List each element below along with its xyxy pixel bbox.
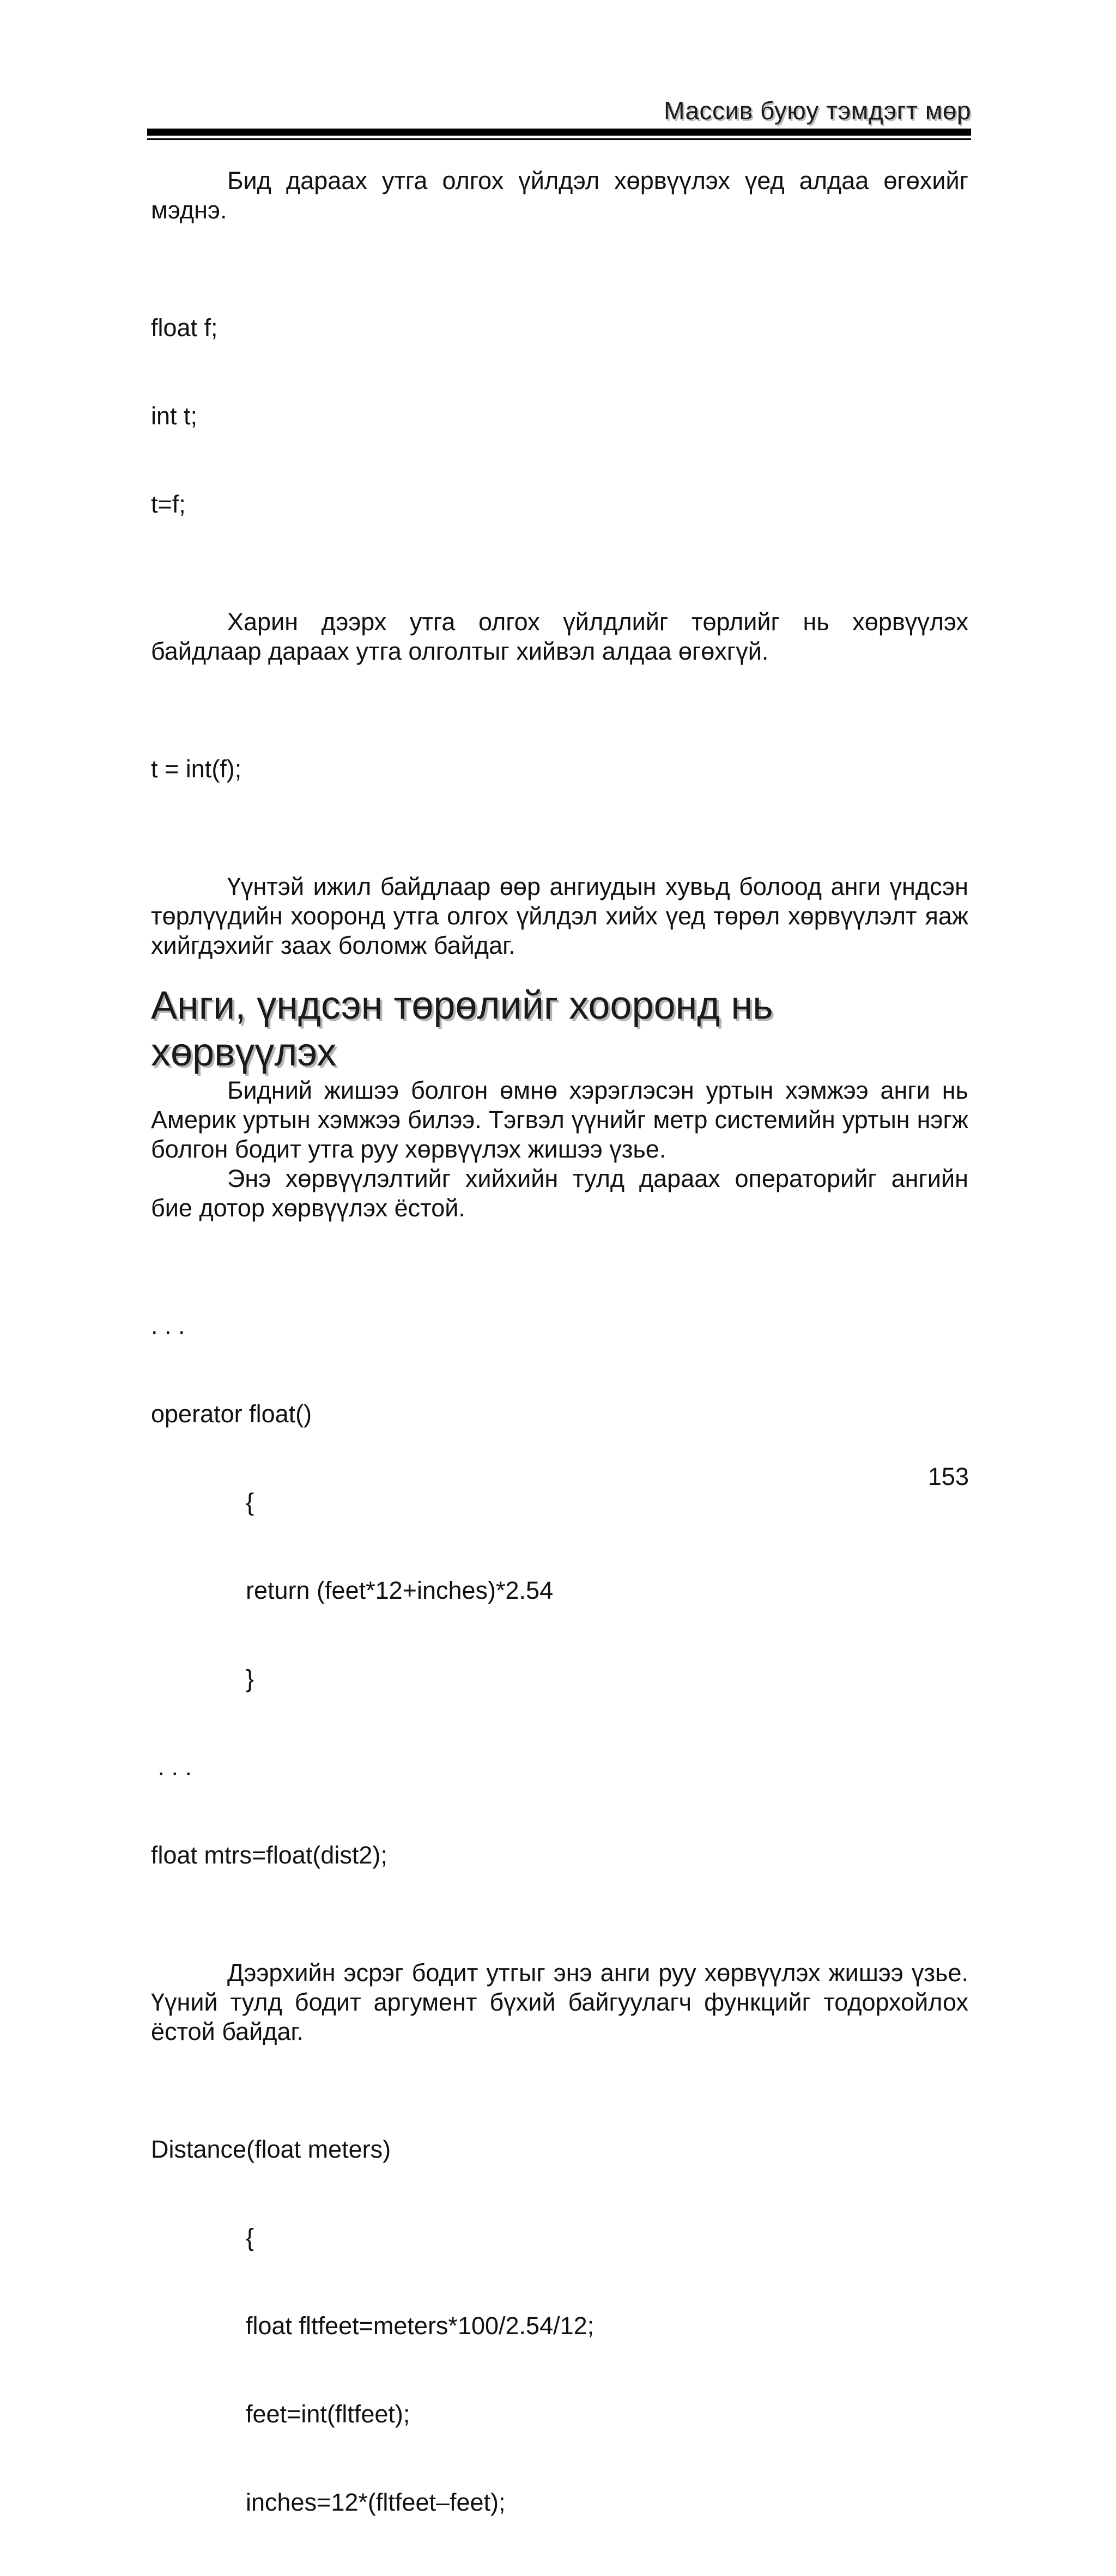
header-rule-thin xyxy=(147,138,971,140)
paragraph-4: Бидний жишээ болгон өмнө хэрэглэсэн уртын хэмжээ анги нь Америк уртын хэмжээ билээ. Тэгвэл үүнийг метр системийн уртын нэгж болгон бодит утга руу хөрвүүлэх жишээ үзье. xyxy=(151,1076,968,1163)
paragraph-6: Дээрхийн эсрэг бодит утгыг энэ анги руу хөрвүүлэх жишээ үзье. Үүний тулд бодит аргумент бүхий байгуулагч функцийг тодорхойлох ёстой байдаг. xyxy=(151,1959,968,2045)
code-line: { xyxy=(246,1488,254,1516)
paragraph-3: Үүнтэй ижил байдлаар өөр ангиудын хувьд болоод анги үндсэн төрлүүдийн хооронд утга олгох үйлдэл хийх үед төрөл хөрвүүлэлт яаж хийгдэхийг заах боломж байдаг. xyxy=(151,873,968,959)
code-block-4 xyxy=(151,2076,968,2576)
code-line: float mtrs=float(dist2); xyxy=(151,1841,387,1869)
code-line: t = int(f); xyxy=(151,755,242,783)
body-text xyxy=(151,166,968,2576)
section-heading: Анги, үндсэн төрөлийг хооронд нь хөрвүүлэх xyxy=(151,984,773,1074)
code-line: return (feet*12+inches)*2.54 xyxy=(246,1576,554,1604)
code-block-2 xyxy=(151,696,968,843)
code-line: } xyxy=(246,1665,254,1692)
code-block-1 xyxy=(151,254,968,578)
code-block-3 xyxy=(151,1252,968,1929)
running-header: Массив буюу тэмдэгт мөр xyxy=(664,96,971,125)
code-line: operator float() xyxy=(151,1400,312,1428)
paragraph-2: Харин дээрх утга олгох үйлдлийг төрлийг нь хөрвүүлэх байдлаар дараах утга олголтыг хийвэл алдаа өгөхгүй. xyxy=(151,608,968,665)
code-line: Distance(float meters) xyxy=(151,2135,391,2163)
paragraph-1: Бид дараах утга олгох үйлдэл хөрвүүлэх үед алдаа өгөхийг мэднэ. xyxy=(151,167,968,224)
code-line: feet=int(fltfeet); xyxy=(246,2400,410,2428)
code-ellipsis: . . . xyxy=(151,1312,185,1339)
paragraph-5: Энэ хөрвүүлэлтийг хийхийн тулд дараах операторийг ангийн бие дотор хөрвүүлэх ёстой. xyxy=(151,1165,968,1222)
code-line: float f; xyxy=(151,314,218,342)
code-ellipsis: . . . xyxy=(151,1753,192,1781)
code-line: { xyxy=(246,2224,254,2251)
code-line: t=f; xyxy=(151,490,186,518)
code-line: float fltfeet=meters*100/2.54/12; xyxy=(246,2312,595,2340)
page-number: 153 xyxy=(927,1463,969,1490)
code-line: int t; xyxy=(151,402,198,430)
code-line: inches=12*(fltfeet–feet); xyxy=(246,2488,506,2516)
header-rule-thick xyxy=(147,129,971,136)
